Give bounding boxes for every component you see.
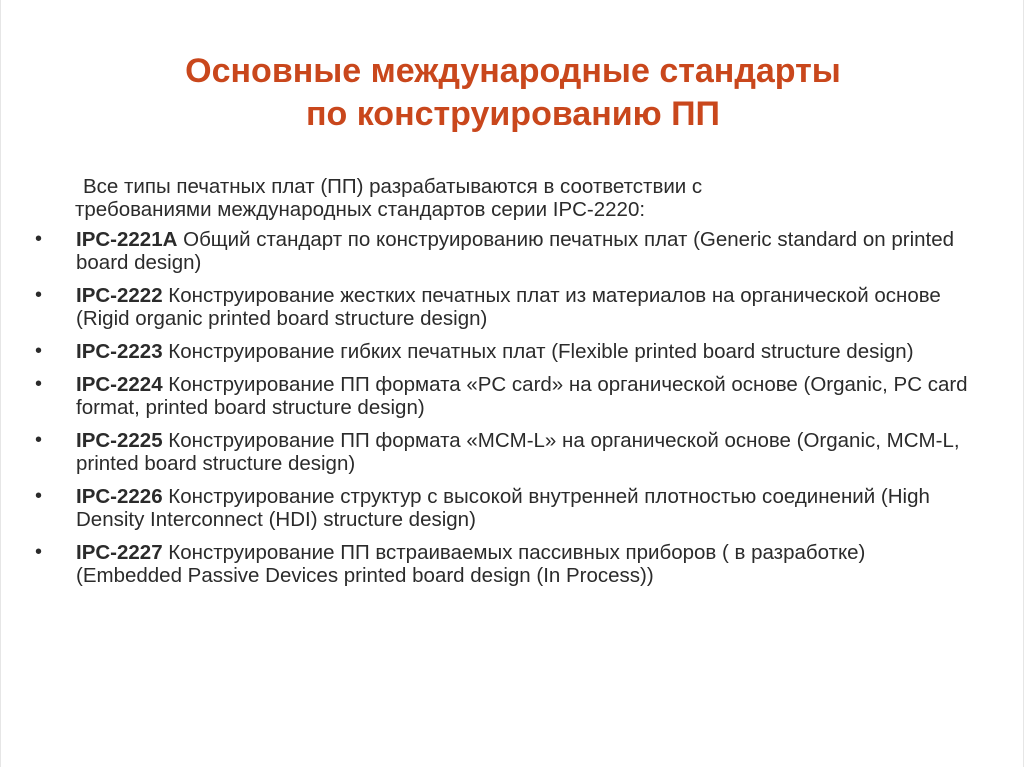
standard-code: IPC-2223 (76, 340, 163, 363)
bullet-icon: • (35, 429, 43, 451)
standard-description: Конструирование ПП формата «PC card» на органической основе (Organic, PC card format, printed board structure design) (76, 373, 968, 419)
list-item-ipc-2227 (1, 541, 976, 587)
standard-code: IPC-2222 (76, 284, 163, 307)
standard-code: IPC-2221A (76, 228, 178, 251)
standard-description: Общий стандарт по конструированию печатных плат (Generic standard on printed board design) (76, 228, 955, 274)
slide-title-line-2: по конструированию ПП (305, 95, 720, 133)
intro-paragraph (1, 175, 955, 221)
list-item-ipc-2222 (1, 284, 976, 330)
standard-code: IPC-2226 (76, 485, 163, 508)
standard-description: Конструирование ПП встраиваемых пассивных приборов ( в разработке) (Embedded Passive Devices printed board design (In Process)) (76, 541, 866, 587)
list-item-ipc-2223 (1, 340, 976, 363)
list-item-ipc-2225 (1, 429, 976, 475)
intro-line-1: Все типы печатных плат (ПП) разрабатываются в соответствии с (83, 175, 703, 198)
list-item-ipc-2224 (1, 373, 976, 419)
bullet-icon: • (35, 284, 43, 306)
standard-description: Конструирование гибких печатных плат (Flexible printed board structure design) (162, 340, 914, 363)
standard-code: IPC-2227 (76, 541, 163, 564)
slide-title-line-1: Основные международные стандарты (185, 52, 841, 90)
slide-body (1, 175, 1024, 597)
standard-description: Конструирование ПП формата «MCM-L» на органической основе (Organic, MCM-L, printed board structure design) (76, 429, 960, 475)
standard-description: Конструирование жестких печатных плат из материалов на органической основе (Rigid organic printed board structure design) (76, 284, 941, 330)
list-item-ipc-2226 (1, 485, 976, 531)
intro-line-2: требованиями международных стандартов серии IPC-2220: (75, 198, 646, 221)
bullet-icon: • (35, 373, 43, 395)
standard-description: Конструирование структур с высокой внутренней плотностью соединений (High Density Interconnect (HDI) structure design) (76, 485, 930, 531)
bullet-icon: • (35, 541, 43, 563)
bullet-icon: • (35, 228, 43, 250)
standard-code: IPC-2224 (76, 373, 163, 396)
slide-title (1, 50, 1024, 136)
bullet-icon: • (35, 340, 43, 362)
bullet-icon: • (35, 485, 43, 507)
list-item-ipc-2221a (1, 228, 976, 274)
standards-list (1, 228, 1024, 587)
standard-code: IPC-2225 (76, 429, 163, 452)
